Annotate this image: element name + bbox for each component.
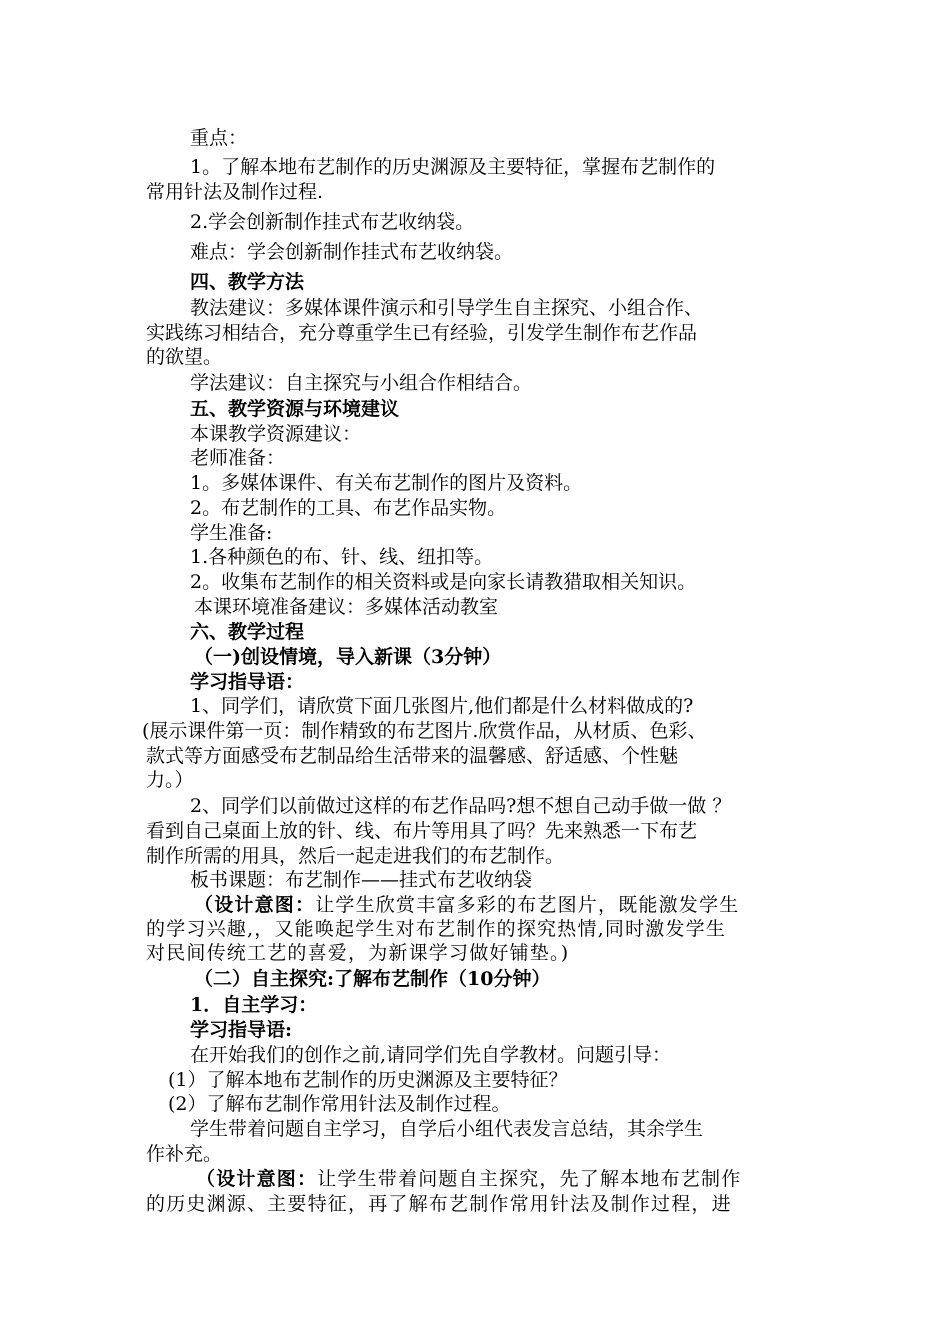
guide-text-1-cont2: 款式等方面感受布艺制品给生活带来的温馨感、舒适感、个性魅	[146, 745, 679, 767]
design-intent-text: 让学生欣赏丰富多彩的布艺图片，既能激发学生	[315, 894, 740, 916]
teaching-method-text-cont: 实践练习相结合，充分尊重学生已有经验，引发学生制作布艺作品	[146, 322, 698, 344]
section-heading-6: 六、教学过程	[190, 621, 305, 643]
design-intent-1-end: 对民间传统工艺的喜爱，为新课学习做好铺垫。)	[146, 942, 570, 964]
resource-label: 本课教学资源建议：	[190, 423, 362, 445]
section-heading-5: 五、教学资源与环境建议	[190, 398, 400, 420]
guide-text-1: 1、同学们，请欣赏下面几张图片,他们都是什么材料做成的?	[190, 695, 694, 717]
student-prep-label: 学生准备:	[190, 522, 273, 544]
learning-method-text: 学法建议：自主探究与小组合作相结合。	[190, 372, 533, 394]
guide-label-1: 学习指导语：	[190, 671, 305, 693]
lesson-title: 板书课题：布艺制作——挂式布艺收纳袋	[190, 869, 533, 891]
design-intent-2-cont: 的历史渊源、主要特征，再了解布艺制作常用针法及制作过程，进	[146, 1193, 732, 1215]
student-prep-1: 1.各种颜色的布、针、线、纽扣等。	[190, 546, 494, 568]
teacher-prep-label: 老师准备：	[190, 447, 286, 469]
design-intent-label: （设计意图：	[194, 894, 316, 916]
guide-label-2: 学习指导语:	[190, 1019, 293, 1041]
key-point-1-cont: 常用针法及制作过程.	[146, 181, 324, 203]
self-study-process: 学生带着问题自主学习，自学后小组代表发言总结，其余学生	[190, 1118, 704, 1140]
key-point-1: 1。了解本地布艺制作的历史渊源及主要特征，掌握布艺制作的	[190, 156, 716, 178]
design-intent-1-cont: 的学习兴趣,，又能唤起学生对布艺制作的探究热情,同时激发学生	[146, 918, 727, 940]
subsection-heading-1: （一)创设情境，导入新课（3分钟）	[194, 646, 502, 668]
subsection-heading-2: （二）自主探究:了解布艺制作（10分钟）	[194, 968, 551, 990]
teacher-prep-2: 2。布艺制作的工具、布艺作品实物。	[190, 497, 507, 519]
environment-text: 本课环境准备建议：多媒体活动教室	[194, 596, 499, 618]
design-intent-label-2: （设计意图：	[196, 1168, 318, 1190]
design-intent-1	[194, 893, 739, 917]
design-intent-text-2: 让学生带着问题自主探究，先了解本地布艺制作	[317, 1168, 742, 1190]
teaching-method-text-end: 的欲望。	[146, 346, 223, 368]
self-study-text: 在开始我们的创作之前,请同学们先自学教材。问题引导：	[190, 1044, 672, 1066]
self-study-process-end: 作补充。	[146, 1143, 223, 1165]
student-prep-2: 2。收集布艺制作的相关资料或是向家长请教猎取相关知识。	[190, 571, 697, 593]
question-1: (1）了解本地布艺制作的历史渊源及主要特征？	[168, 1069, 568, 1091]
guide-text-1-cont: (展示课件第一页：制作精致的布艺图片.欣赏作品，从材质、色彩、	[142, 720, 707, 742]
section-heading-4: 四、教学方法	[190, 271, 305, 293]
key-point-2: 2.学会创新制作挂式布艺收纳袋。	[190, 211, 475, 233]
guide-text-2-cont: 看到自己桌面上放的针、线、布片等用具了吗？先来熟悉一下布艺	[146, 820, 698, 842]
guide-text-2-end: 制作所需的用具，然后一起走进我们的布艺制作。	[146, 845, 565, 867]
teacher-prep-1: 1。多媒体课件、有关布艺制作的图片及资料。	[190, 472, 583, 494]
difficulty: 难点：学会创新制作挂式布艺收纳袋。	[190, 241, 514, 263]
self-study-heading: 1．自主学习：	[190, 994, 318, 1016]
guide-text-1-end: 力。）	[146, 769, 194, 791]
guide-text-2: 2、同学们以前做过这样的布艺作品吗?想不想自己动手做一做 ？	[190, 795, 732, 817]
question-2: (2）了解布艺制作常用针法及制作过程。	[168, 1093, 511, 1115]
key-points-label: 重点：	[190, 127, 248, 149]
design-intent-2	[196, 1167, 741, 1191]
teaching-method-text: 教法建议：多媒体课件演示和引导学生自主探究、小组合作、	[190, 297, 704, 319]
